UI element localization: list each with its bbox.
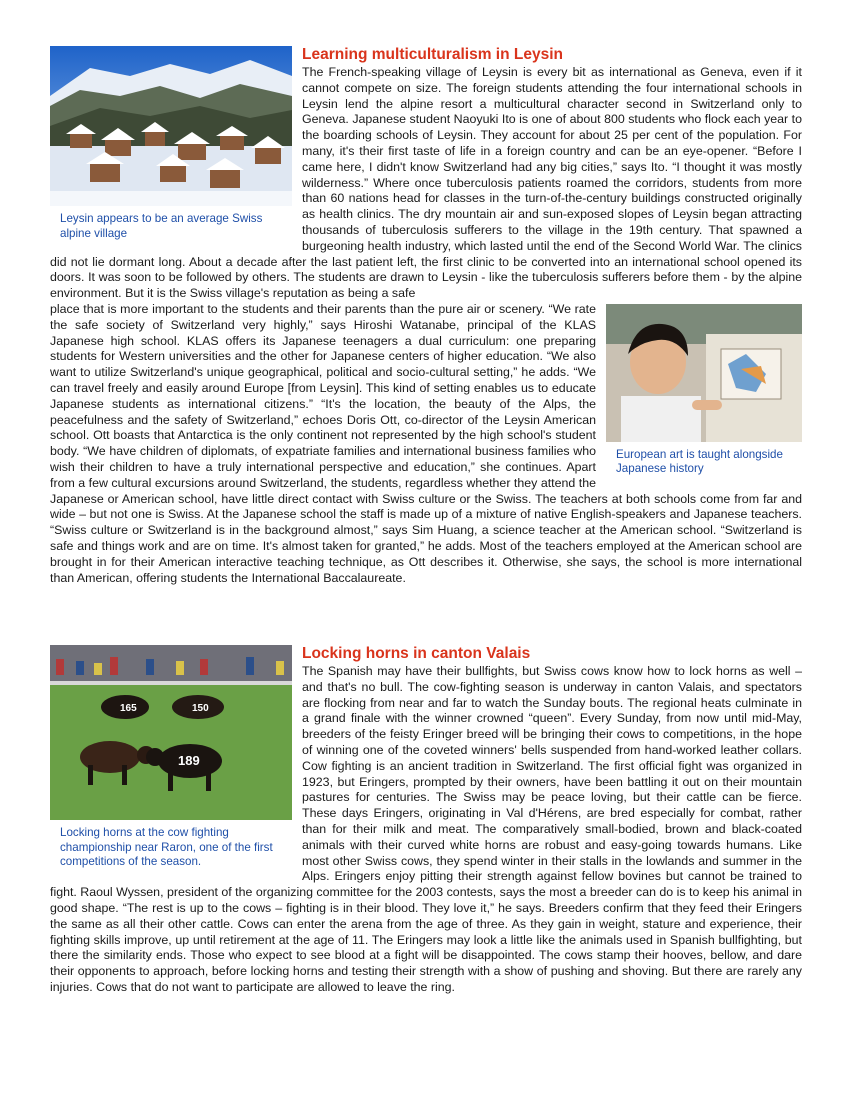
article-headline: Locking horns in canton Valais [302,645,531,662]
art-student-photo [606,304,802,442]
cow-number-label: 189 [178,753,200,768]
leysin-village-photo [50,46,292,206]
article-body: The French-speaking village of Leysin is every bit as international as Geneva, even if it cannot compete on size. The foreign students attending the four international schools in Leysin lend the alpine resort a multicultural character second in Switzerland only to Geneva. Japanese student Naoyuki Ito is one of about 800 students who flock each year to the boarding schools of Leysin. They account for about 25 per cent of the population. For many, it's their first taste of life in a foreign country and can be an eye-opener. “Before I came here, I didn't know Switzerland had any big cities,” says Ito. “I thought it was mostly wilderness.” Where once tuberculosis patients roamed the corridors, students from more than 60 nations head for classes in the turn-of-the-century buildings constructed originally as health clinics. The dry mountain air and sun-exposed slopes of Leysin began attracting thousands of tuberculosis sufferers to the village in the 19th century. That spawned a burgeoning health industry, which lasted until the end of the Second World War. The clinics did not lie dormant long. About a decade after the last patient left, the first clinic to be converted into an international school opened its doors. It was soon to be followed by others. The students are drawn to Leysin - like the tuberculosis sufferers before them - by the alpine environment. But it is the Swiss village's reputation as being a safe [50,65,802,301]
figure-cow-fighting [50,645,292,870]
figure-art-student [606,304,802,477]
article-headline: Learning multiculturalism in Leysin [302,46,563,63]
article-body: The Spanish may have their bullfights, but Swiss cows know how to lock horns as well – and that's no bull. The cow-fighting season is underway in canton Valais, and spectators are flocking from near and far to watch the Sunday bouts. The regional heats culminate in a grand finale with the winner crowned “queen”. Every Sunday, from now until mid-May, breeders of the feisty Eringer breed will be bringing their cows to competitions, in the hope of winning one of the coveted winners' bells suspended from hand-worked leather collars. Cow fighting is an ancient tradition in Switzerland. The first official fight was organized in 1923, but Eringers, prompted by their owners, have been battling it out on their mountain pastures for centuries. The Swiss may be peace loving, but their cattle can be fierce. These days Eringers, originating in Val d'Hérens, are bred especially for combat, rather than for their milk and meat. The comparatively small-bodied, brown and black-coated animals with their curved white horns are robust and easy-going towards humans. Like most other Swiss cows, they spend winter in their stalls in the lowlands and summer in the Alps. Eringers enjoy pitting their strength against fellow bovines but cannot be trained to fight. Raoul Wyssen, president of the organizing committee for the 2003 contests, says the most a breeder can do is to keep his animal in good shape. “The rest is up to the cows – fighting is in their blood. They love it,” he says. Breeders confirm that they feed their Eringers the same as all their other cattle. Cows can enter the arena from the age of three. As they gain in weight, stature and experience, their fighting skills improve, up until retirement at the age of 11. The Eringers may look a little like the animals used in Spanish bullfighting, but there the similarity ends. Those who expect to see blood at a fight will be disappointed. The cows stamp their hooves, bellow, and dare their opponents to approach, before locking horns and testing their strength with a show of pushing and shoving. But there are rarely any injuries. Cows that do not want to participate are allowed to leave the ring. [50,664,802,994]
cow-number-label: 165 [120,703,137,714]
cow-number-label: 150 [192,703,209,714]
figure-caption: Leysin appears to be an average Swiss alpine village [60,212,263,240]
article-cow-fighting [50,645,802,996]
figure-caption: Locking horns at the cow fighting championship near Raron, one of the first competitions of the season. [60,826,273,868]
article-leysin [50,46,802,586]
cow-fighting-photo [50,645,292,820]
article-body-continued: place that is more important to the students and their parents than the pure air or scenery. “We rate the safe society of Switzerland very highly,” says Hiroshi Watanabe, principal of the KLAS Japanese high school. KLAS offers its Japanese teenagers a dual curriculum: one preparing students for Western universities and the other for Japanese centers of higher education. “We also want to utilize Switzerland's unique geographical, political and socio-cultural setting,” he adds. “We can travel freely and easily around Europe [from Leysin]. This kind of setting enables us to educate Japanese students as international citizens.” “It's the location, the beauty of the Alps, the peacefulness and the safety of Switzerland,” echoes Doris Ott, co-director of the Leysin American school. Ott boasts that Antarctica is the only continent not represented by the high school's student body. “We have children of diplomats, of expatriate families and international business families who wish their children to have a truly international perspective and education,” she continues. Apart from a few cultural excursions around Switzerland, the students, regardless whether they attend the Japanese or American school, have little direct contact with Swiss culture or the Swiss. The teachers at both schools come from far and wide – but not one is Swiss. At the Japanese school the staff is made up of a mixture of native English-speakers and Japanese teachers. “Swiss culture or Switzerland is in the background almost,” says Sim Huang, a science teacher at the American school. “Switzerland is safe and things work and are on time. It's almost taken for granted,” he adds. Most of the teachers employed at the American school are brought in for their American interactive teaching technique, as Ott describes it. Otherwise, she says, the school is more international than American, offering students the International Baccalaureate. [50,301,802,585]
figure-caption: European art is taught alongside Japanese history [616,447,783,476]
figure-leysin-village [50,46,292,241]
